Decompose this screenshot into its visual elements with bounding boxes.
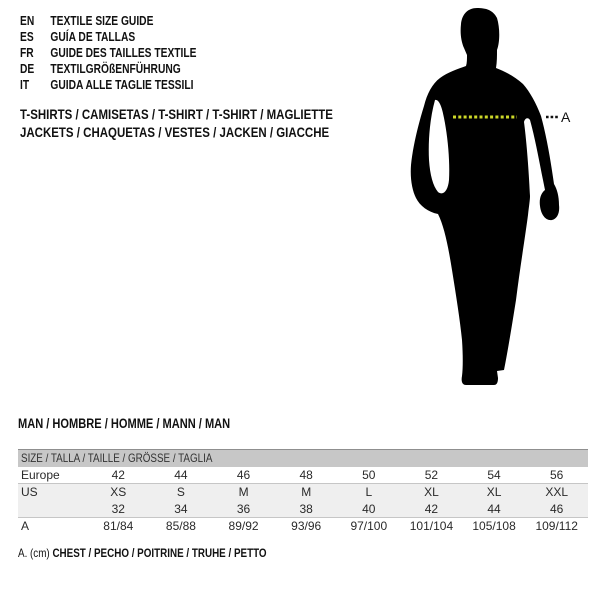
size-cell: 32 [111,502,125,516]
language-guide [20,13,197,93]
row-label [18,501,87,517]
size-cell: 97/100 [350,519,388,533]
row-label: A [21,519,30,533]
row-label: US [21,485,38,499]
size-cell: 50 [362,468,376,482]
language-label: GUÍA DE TALLAS [50,30,136,44]
size-cell: 101/104 [409,519,454,533]
size-cell: XL [486,485,502,499]
category-line-tshirts: T-SHIRTS / CAMISETAS / T-SHIRT / T-SHIRT / MAGLIETTE [20,106,333,122]
size-cell: XL [424,485,439,499]
language-label: TEXTILE SIZE GUIDE [50,14,154,28]
section-heading-man [18,416,277,431]
footnote [18,546,321,560]
man-silhouette [411,8,559,385]
size-cell: 105/108 [472,519,516,533]
size-cell: 52 [424,468,439,482]
section-heading-text: MAN / HOMBRE / HOMME / MANN / MAN [18,416,231,431]
size-cell: M [238,485,249,499]
footnote-measure-names: CHEST / PECHO / POITRINE / TRUHE / PETTO [52,546,267,560]
footnote-prefix: A. (cm) [18,546,53,560]
size-cell: 46 [236,468,251,482]
size-cell: 38 [299,502,313,516]
language-label: GUIDA ALLE TAGLIE TESSILI [50,78,194,92]
language-code: FR [20,46,34,60]
language-code: EN [20,14,35,28]
size-table [18,449,588,535]
language-code: DE [20,62,35,76]
size-cell: 109/112 [535,519,578,533]
row-label: Europe [21,468,60,482]
size-cell: 34 [174,502,188,516]
size-cell: 56 [550,468,564,482]
category-line-jackets: JACKETS / CHAQUETAS / VESTES / JACKEN / GIACCHE [20,124,330,140]
size-cell: 54 [487,468,501,482]
size-cell: L [365,485,373,499]
language-code: ES [20,30,34,44]
table-row-us-numeric [18,501,588,518]
size-cell: 93/96 [291,519,322,533]
size-cell: 48 [299,468,313,482]
footnote-text-wrap [18,546,267,560]
size-cell: 46 [550,502,564,516]
language-row [20,45,197,61]
size-cell: XXL [545,485,569,499]
size-cell: 42 [111,468,125,482]
language-code: IT [20,78,30,92]
table-row-us [18,484,588,501]
table-row-europe [18,467,588,484]
size-table-header [18,450,588,467]
measurement-label-a: A [561,109,571,125]
language-row [20,77,197,93]
language-row [20,13,197,29]
language-label: GUIDE DES TAILLES TEXTILE [50,46,197,60]
size-cell: 89/92 [228,519,259,533]
category-heading [20,105,402,141]
language-row [20,29,197,45]
size-cell: 36 [236,502,251,516]
size-cell: S [176,485,185,499]
size-cell: 40 [362,502,376,516]
size-cell: XS [110,485,127,499]
language-row [20,61,197,77]
size-cell: 44 [487,502,501,516]
size-table-header-label: SIZE / TALLA / TAILLE / GRÖSSE / TAGLIA [21,451,213,465]
size-cell: M [301,485,312,499]
language-label: TEXTILGRÖßENFÜHRUNG [50,62,181,76]
size-cell: 42 [424,502,439,516]
table-row-chest-a [18,518,588,535]
size-cell: 81/84 [103,519,134,533]
size-cell: 44 [174,468,188,482]
size-cell: 85/88 [165,519,196,533]
